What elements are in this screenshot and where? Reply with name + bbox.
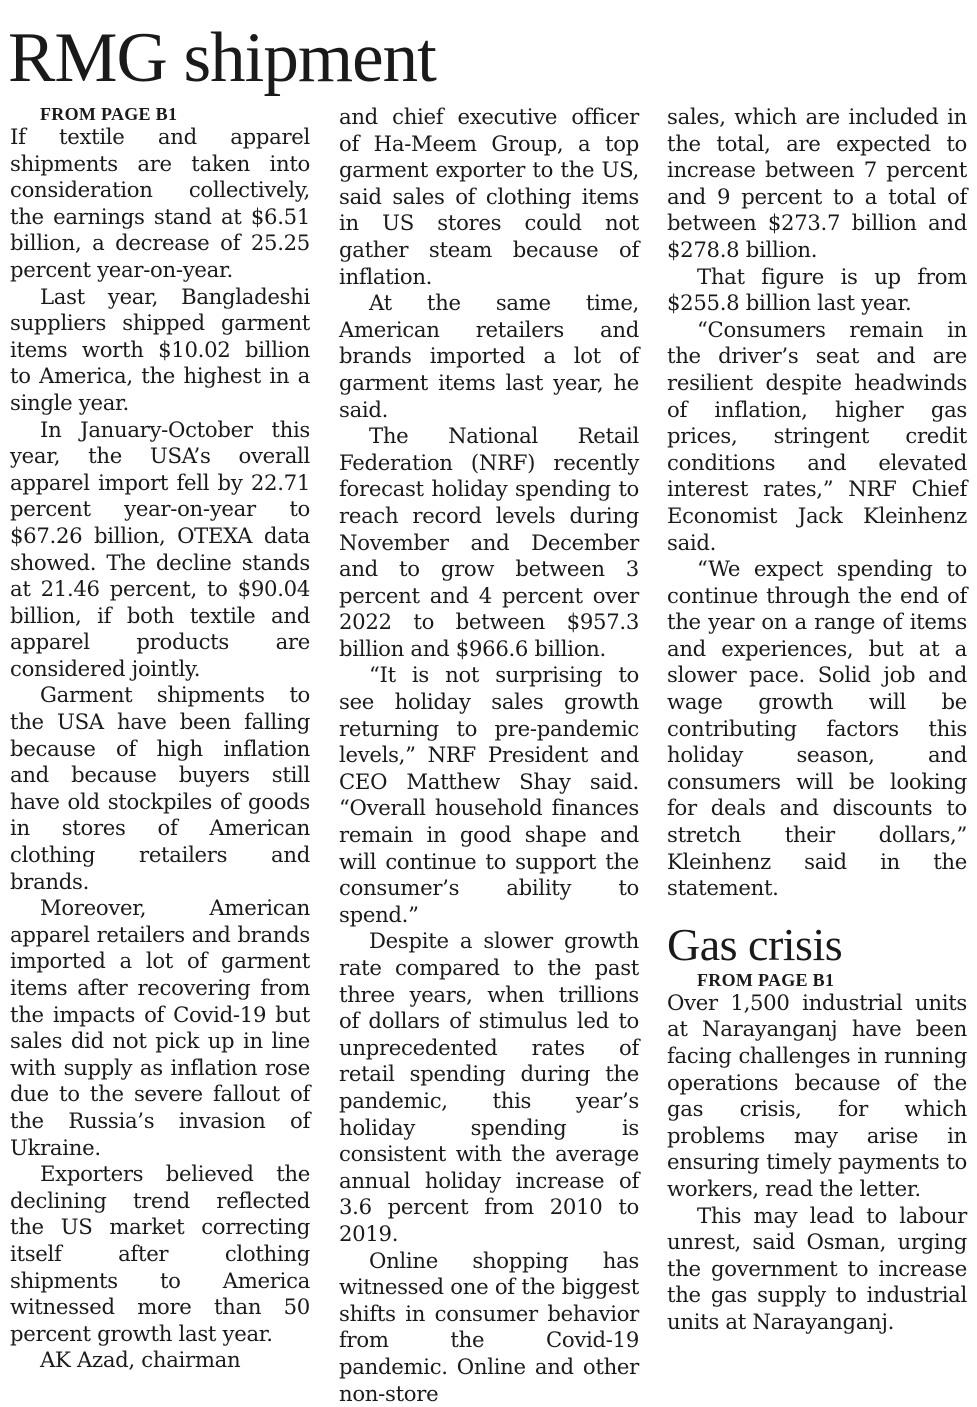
rmg-headline: RMG shipment — [8, 19, 436, 97]
paragraph: At the same time, American retailers and brands imported a lot of garment items last year, he said. — [339, 290, 639, 422]
gas-crisis-headline: Gas crisis — [667, 918, 843, 970]
paragraph: and chief executive officer of Ha-Meem Group, a top garment exporter to the US, said sales of clothing items in US stores could not gather steam because of inflation. — [339, 104, 639, 289]
paragraph: Moreover, American apparel retailers and brands imported a lot of garment items after recovering from the impacts of Covid-19 but sales did not pick up in line with supply as inflation rose due to the severe fallout of the Russia’s invasion of Ukraine. — [10, 895, 310, 1160]
paragraph: AK Azad, chairman — [40, 1347, 241, 1373]
paragraph: Despite a slower growth rate compared to the past three years, when trillions of dollars of stimulus led to unprecedented rates of retail spending during the pandemic, this year’s holiday spending is consistent with the average annual holiday increase of 3.6 percent from 2010 to 2019. — [339, 928, 639, 1246]
paragraph: “It is not surprising to see holiday sales growth returning to pre-pandemic levels,” NRF President and CEO Matthew Shay said. “Overall household finances remain in good shape and will continue to support the consumer’s ability to spend.” — [339, 662, 639, 927]
paragraph: In January-October this year, the USA’s overall apparel import fell by 22.71 percent year-on-year to $67.26 billion, OTEXA data showed. The decline stands at 21.46 percent, to $90.04 billion, if both textile and apparel products are considered jointly. — [10, 416, 310, 681]
paragraph: Garment shipments to the USA have been falling because of high inflation and because buyers still have old stockpiles of goods in stores of American clothing retailers and brands. — [10, 682, 310, 894]
paragraph: Online shopping has witnessed one of the biggest shifts in consumer behavior from the Covid-19 pandemic. Online and other non-store — [339, 1247, 639, 1406]
column-2 — [339, 104, 639, 1406]
paragraph: The National Retail Federation (NRF) recently forecast holiday spending to reach record levels during November and December and to grow between 3 percent and 4 percent over 2022 to between $957.3 billion and $966.6 billion. — [339, 423, 639, 661]
paragraph: Over 1,500 industrial units at Narayanganj have been facing challenges in running operations because of the gas crisis, for which problems may arise in ensuring timely payments to workers, read the letter. — [667, 989, 967, 1201]
paragraph: sales, which are included in the total, are expected to increase between 7 percent and 9 percent to a total of between $273.7 billion and $278.8 billion. — [667, 104, 967, 262]
paragraph: Exporters believed the declining trend reflected the US market correcting itself after clothing shipments to America witnessed more than 50 percent growth last year. — [10, 1161, 310, 1346]
paragraph: This may lead to labour unrest, said Osman, urging the government to increase the gas supply to industrial units at Narayanganj. — [667, 1202, 967, 1334]
column-3 — [667, 104, 967, 1374]
column-1 — [10, 104, 310, 1374]
rmg-kicker: FROM PAGE B1 — [40, 104, 178, 124]
paragraph: Last year, Bangladeshi suppliers shipped garment items worth $10.02 billion to America, the highest in a single year. — [10, 283, 310, 415]
paragraph: “Consumers remain in the driver’s seat and are resilient despite headwinds of inflation, higher gas prices, stringent credit conditions and elevated interest rates,” NRF Chief Economist Jack Kleinhenz said. — [667, 316, 967, 555]
paragraph: That figure is up from $255.8 billion last year. — [667, 263, 967, 316]
paragraph: “We expect spending to continue through the end of the year on a range of items and experiences, but at a slower pace. Solid job and wage growth will be contributing factors this holiday season, and consumers will be looking for deals and discounts to stretch their dollars,” Kleinhenz said in the statement. — [667, 556, 967, 901]
paragraph: If textile and apparel shipments are taken into consideration collectively, the earnings stand at $6.51 billion, a decrease of 25.25 percent year-on-year. — [10, 124, 310, 282]
gas-crisis-kicker: FROM PAGE B1 — [697, 969, 835, 990]
